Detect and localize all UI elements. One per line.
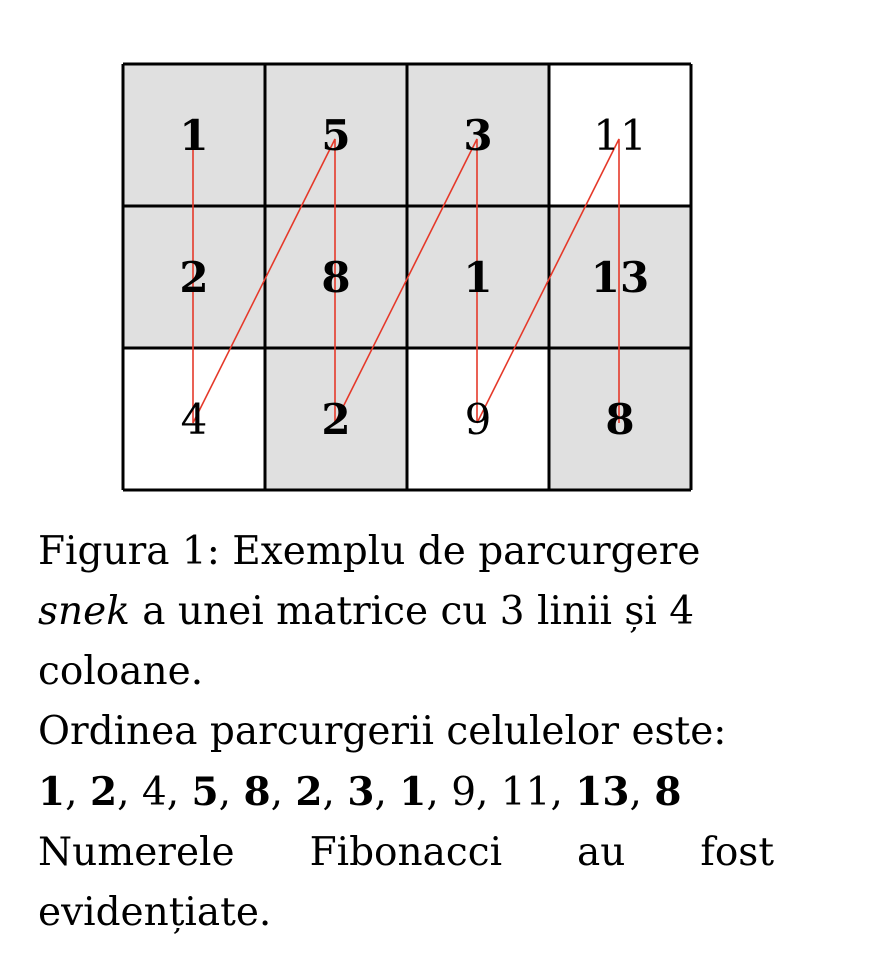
caption-line-2 — [38, 582, 774, 642]
cell-value-r0-c2: 3 — [463, 111, 493, 160]
sequence-item: 3 — [347, 769, 375, 815]
cell-value-r0-c3: 11 — [593, 111, 647, 160]
cell-value-r1-c3: 13 — [590, 253, 650, 302]
note-word: Numerele — [38, 830, 235, 875]
order-intro-text: Ordinea parcurgerii celulelor este: — [38, 709, 727, 754]
figure-label: Figura 1: — [38, 529, 220, 574]
caption-line-3 — [38, 642, 774, 702]
sequence-item: 5 — [191, 769, 219, 815]
snek-word: snek — [38, 589, 130, 634]
caption-title-cont: a unei matrice cu 3 linii și 4 — [142, 589, 695, 634]
sequence-item: 13 — [575, 769, 630, 815]
sequence-item: 8 — [243, 769, 271, 815]
sequence-item: 2 — [295, 769, 323, 815]
note-word: Fibonacci — [309, 830, 503, 875]
sequence-item: 1 — [399, 769, 427, 815]
cell-value-r2-c2: 9 — [464, 395, 492, 444]
caption-title-end: coloane. — [38, 649, 204, 694]
sequence-item: 2 — [89, 769, 118, 815]
fibonacci-note-end — [38, 883, 774, 943]
order-intro — [38, 702, 774, 762]
sequence-item: 1 — [38, 769, 66, 815]
caption-title: Exemplu de parcurgere — [232, 529, 701, 574]
sequence-item: 4 — [141, 770, 167, 815]
caption-line-1 — [38, 522, 774, 582]
sequence-item: 11 — [500, 770, 551, 815]
sequence-item: 8 — [654, 769, 682, 815]
figure-caption — [38, 522, 774, 943]
cell-value-r1-c0: 2 — [179, 253, 209, 302]
note-word: fost — [700, 830, 774, 875]
cell-value-r2-c1: 2 — [321, 395, 351, 444]
cell-value-r0-c1: 5 — [321, 111, 351, 160]
cell-value-r0-c0: 1 — [179, 111, 209, 160]
note-word: au — [577, 830, 626, 875]
sequence-item: 9 — [451, 770, 477, 815]
traversal-sequence: 1, 2, 4, 5, 8, 2, 3, 1, 9, 11, 13, 8 — [38, 769, 682, 815]
cell-value-r1-c2: 1 — [463, 253, 493, 302]
fibonacci-note — [38, 823, 774, 883]
cell-value-r1-c1: 8 — [321, 253, 351, 302]
cell-value-r2-c3: 8 — [605, 395, 635, 444]
cell-value-r2-c0: 4 — [180, 395, 208, 444]
note-end: evidențiate. — [38, 890, 272, 935]
